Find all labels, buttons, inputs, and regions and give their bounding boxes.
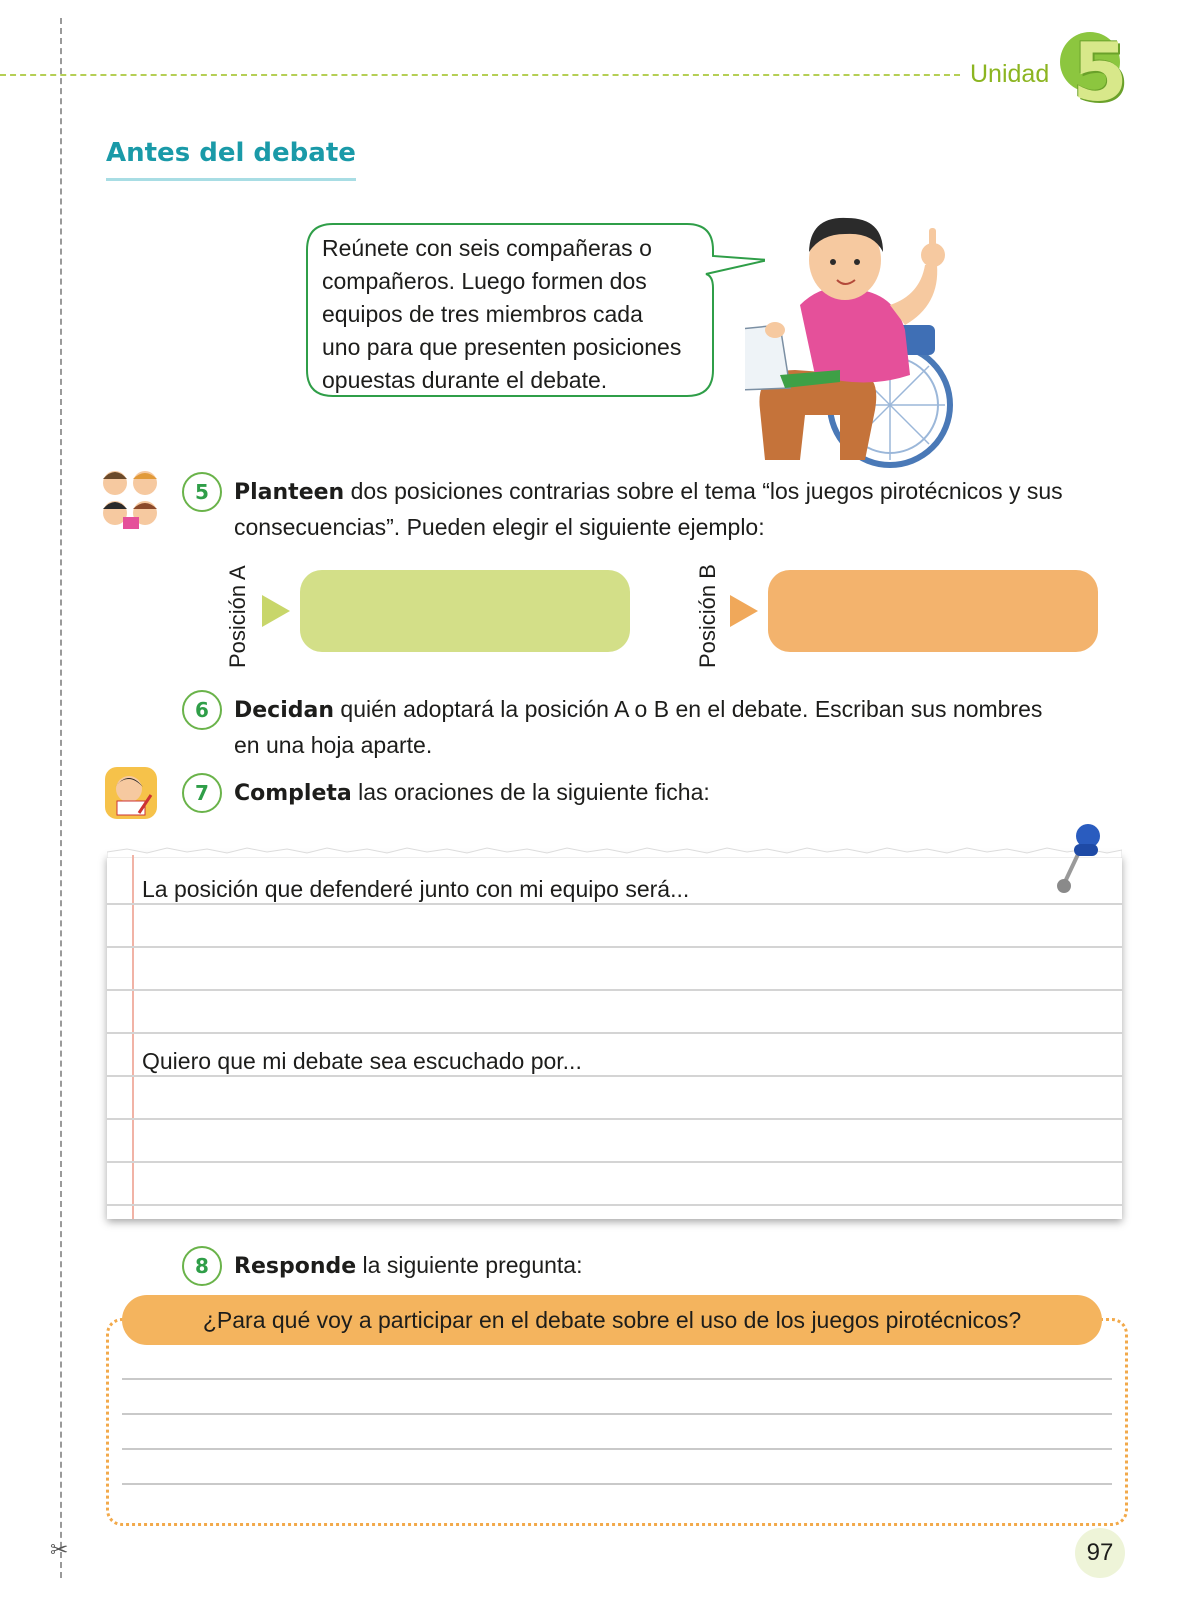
unit-number: 5 bbox=[1072, 26, 1128, 119]
section-title: Antes del debate bbox=[106, 138, 356, 181]
arrow-right-icon bbox=[262, 595, 290, 627]
question-text: ¿Para qué voy a participar en el debate sobre el uso de los juegos pirotécnicos? bbox=[202, 1307, 1022, 1333]
activity-5-line2: consecuencias”. Pueden elegir el siguiente ejemplo: bbox=[234, 514, 765, 540]
activity-6-verb: Decidan bbox=[234, 698, 335, 723]
answer-area-2[interactable] bbox=[142, 1084, 1112, 1199]
activity-6-line1: quién adoptará la posición A o B en el debate. Escriban sus nombres bbox=[334, 696, 1043, 722]
sheet-line bbox=[107, 1204, 1122, 1206]
sheet-line bbox=[107, 903, 1122, 905]
arrow-right-icon bbox=[730, 595, 758, 627]
torn-paper-edge bbox=[107, 846, 1122, 858]
activity-6-text bbox=[234, 692, 1134, 762]
sheet-line bbox=[107, 1032, 1122, 1034]
activity-5-verb: Planteen bbox=[234, 480, 345, 505]
boy-wheelchair-illustration bbox=[745, 210, 975, 470]
activity-6-line2: en una hoja aparte. bbox=[234, 732, 433, 758]
activity-number-5: 5 bbox=[182, 472, 222, 512]
answer-writing-area[interactable] bbox=[122, 1350, 1112, 1510]
speech-bubble-text bbox=[322, 232, 722, 397]
bubble-line: opuestas durante el debate. bbox=[322, 367, 608, 393]
activity-number-6: 6 bbox=[182, 690, 222, 730]
group-students-icon bbox=[95, 465, 165, 535]
bubble-line: equipos de tres miembros cada bbox=[322, 301, 643, 327]
activity-8-line1: la siguiente pregunta: bbox=[356, 1252, 583, 1278]
activity-number-7: 7 bbox=[182, 773, 222, 813]
activity-7-text bbox=[234, 775, 1134, 811]
position-a-box[interactable] bbox=[300, 570, 630, 652]
unit-label: Unidad bbox=[970, 60, 1050, 88]
activity-8-verb: Responde bbox=[234, 1254, 357, 1279]
bubble-line: compañeros. Luego formen dos bbox=[322, 268, 647, 294]
activity-5-line1: dos posiciones contrarias sobre el tema “los juegos pirotécnicos y sus bbox=[344, 478, 1063, 504]
activity-7-verb: Completa bbox=[234, 781, 352, 806]
activity-number-8: 8 bbox=[182, 1246, 222, 1286]
activity-8-text bbox=[234, 1248, 1134, 1284]
page-number: 97 bbox=[1075, 1528, 1125, 1578]
sheet-sentence-2: Quiero que mi debate sea escuchado por... bbox=[142, 1048, 582, 1074]
bubble-line: Reúnete con seis compañeras o bbox=[322, 235, 652, 261]
sheet-line bbox=[107, 1075, 1122, 1077]
cut-line bbox=[60, 18, 62, 1578]
position-a-label: Posición A bbox=[225, 565, 250, 668]
push-pin-icon bbox=[1052, 822, 1112, 902]
activity-5-text bbox=[234, 474, 1134, 544]
student-writing-icon bbox=[103, 765, 159, 821]
sheet-margin-line bbox=[132, 855, 134, 1219]
scissors-icon: ✂ bbox=[50, 1538, 69, 1563]
answer-area-1[interactable] bbox=[142, 912, 1112, 1002]
activity-7-line1: las oraciones de la siguiente ficha: bbox=[351, 779, 710, 805]
sheet-sentence-1: La posición que defenderé junto con mi equipo será... bbox=[142, 876, 690, 902]
position-b-box[interactable] bbox=[768, 570, 1098, 652]
position-b-label: Posición B bbox=[695, 564, 720, 668]
header-dashed-line bbox=[0, 74, 960, 76]
bubble-line: uno para que presenten posiciones bbox=[322, 334, 682, 360]
